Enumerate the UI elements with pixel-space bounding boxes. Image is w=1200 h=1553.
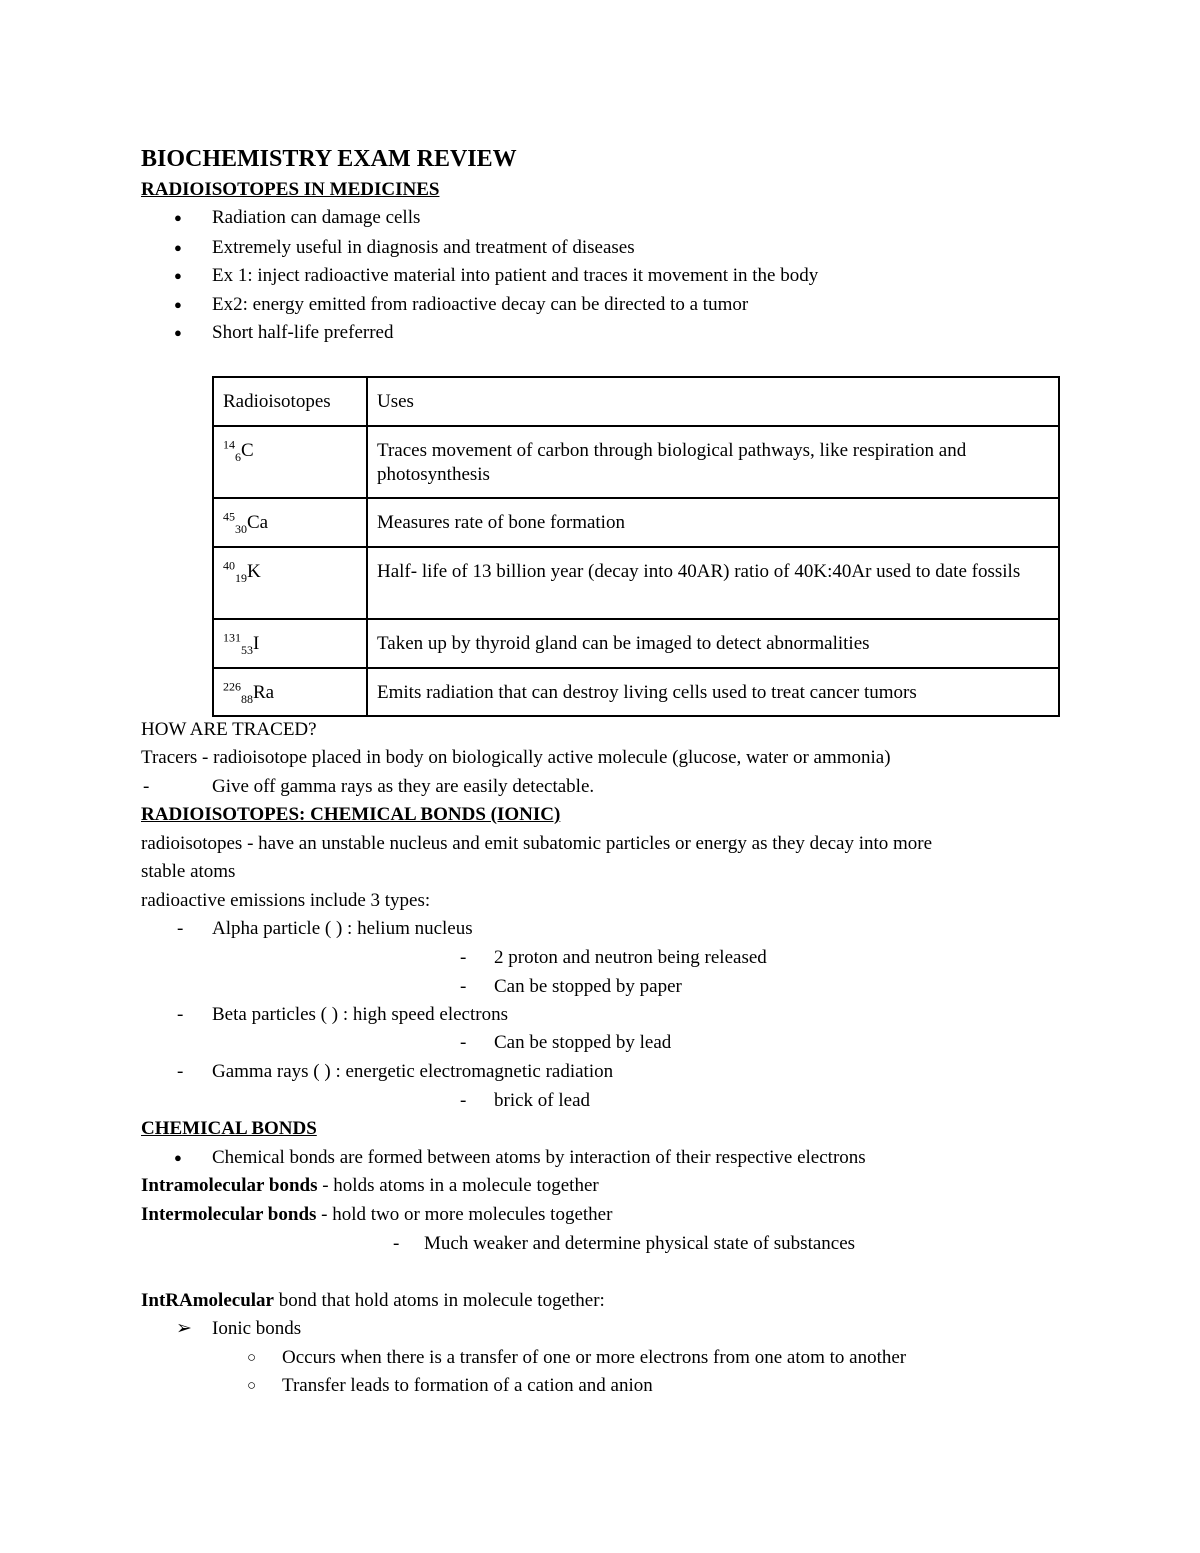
dash-marker: - [393, 1233, 400, 1254]
dash-marker: - [460, 947, 467, 968]
list-item: Radiation can damage cells [212, 207, 421, 228]
element-symbol: Ra [253, 682, 275, 703]
definition-intramolecular-2 [141, 1289, 605, 1313]
list-item: Ex 1: inject radioactive material into patient and traces it movement in the body [212, 265, 819, 286]
atomic-number: 30 [235, 521, 247, 536]
use-cell: Half- life of 13 billion year (decay into 40AR) ratio of 40K:40Ar used to date fossils [367, 547, 1059, 619]
mass-number: 14 [223, 437, 235, 452]
list-item-beta: Beta particles ( ) : high speed electrons [212, 1004, 508, 1025]
dash-marker: - [177, 1004, 184, 1025]
atomic-number: 6 [235, 449, 241, 464]
atomic-number: 19 [235, 570, 247, 585]
mass-number: 226 [223, 679, 241, 694]
dash-marker: - [460, 1090, 467, 1111]
list-item: Occurs when there is a transfer of one or more electrons from one atom to another [282, 1347, 907, 1368]
dash-marker: - [460, 976, 467, 997]
section-heading-chemical-bonds-ionic: RADIOISOTOPES: CHEMICAL BONDS (IONIC) [141, 804, 561, 825]
circle-bullet-icon: ○ [247, 1378, 257, 1394]
use-cell: Measures rate of bone formation [367, 498, 1059, 547]
table-row [213, 668, 1059, 716]
term: Intramolecular bonds [141, 1175, 318, 1196]
radioisotopes-table [212, 376, 1060, 717]
table-header-row [213, 377, 1059, 426]
bullet-icon: ● [174, 268, 182, 283]
list-item: Can be stopped by lead [494, 1032, 672, 1053]
circle-bullet-icon: ○ [247, 1350, 257, 1366]
list-item: Ionic bonds [212, 1318, 302, 1339]
list-item: Extremely useful in diagnosis and treatment of diseases [212, 237, 635, 258]
list-item-alpha: Alpha particle ( ) : helium nucleus [212, 918, 473, 939]
atomic-number: 53 [241, 642, 253, 657]
list-item: Short half-life preferred [212, 322, 394, 343]
list-item: Chemical bonds are formed between atoms by interaction of their respective electrons [212, 1147, 866, 1168]
definition: - hold two or more molecules together [316, 1204, 613, 1225]
element-symbol: K [247, 561, 261, 582]
use-cell: Traces movement of carbon through biological pathways, like respiration and photosynthesis [367, 426, 1059, 498]
isotope-cell [213, 426, 367, 498]
atomic-number: 88 [241, 691, 253, 706]
isotope-cell [213, 619, 367, 668]
use-cell: Taken up by thyroid gland can be imaged to detect abnormalities [367, 619, 1059, 668]
dash-marker: - [143, 776, 150, 797]
element-symbol: C [241, 440, 254, 461]
term: Intermolecular bonds [141, 1204, 317, 1225]
table-row [213, 619, 1059, 668]
tracers-line: Tracers - radioisotope placed in body on biologically active molecule (glucose, water or ammonia) [141, 747, 891, 768]
isotope-cell [213, 547, 367, 619]
table-row [213, 547, 1059, 619]
dash-marker: - [177, 1061, 184, 1082]
list-item: brick of lead [494, 1090, 591, 1111]
list-item: Much weaker and determine physical state of substances [424, 1233, 856, 1254]
paragraph-line: stable atoms [141, 861, 236, 882]
section-heading-chemical-bonds: CHEMICAL BONDS [141, 1118, 317, 1139]
bullet-icon: ● [174, 210, 182, 225]
definition: - holds atoms in a molecule together [317, 1175, 599, 1196]
table-row [213, 498, 1059, 547]
list-item: 2 proton and neutron being released [494, 947, 767, 968]
list-item: Give off gamma rays as they are easily detectable. [212, 776, 595, 797]
table-header-cell: Radioisotopes [213, 377, 367, 426]
mass-number: 131 [223, 630, 241, 645]
bullet-icon: ● [174, 297, 182, 312]
bullet-icon: ● [174, 325, 182, 340]
traced-question: HOW ARE TRACED? [141, 719, 317, 740]
list-item: Transfer leads to formation of a cation and anion [282, 1375, 653, 1396]
list-item: Can be stopped by paper [494, 976, 682, 997]
mass-number: 40 [223, 558, 235, 573]
page-title: BIOCHEMISTRY EXAM REVIEW [141, 146, 517, 172]
isotope-cell [213, 498, 367, 547]
bullet-icon: ● [174, 1150, 182, 1165]
mass-number: 45 [223, 509, 235, 524]
arrow-bullet-icon: ➢ [176, 1318, 192, 1339]
bullet-icon: ● [174, 240, 182, 255]
dash-marker: - [177, 918, 184, 939]
definition-intramolecular [141, 1174, 599, 1198]
definition: bond that hold atoms in molecule together: [273, 1290, 605, 1311]
list-item-gamma: Gamma rays ( ) : energetic electromagnetic radiation [212, 1061, 614, 1082]
element-symbol: I [253, 633, 260, 654]
isotope-cell [213, 668, 367, 716]
paragraph-line: radioactive emissions include 3 types: [141, 890, 431, 911]
paragraph-line: radioisotopes - have an unstable nucleus and emit subatomic particles or energy as they decay into more [141, 833, 933, 854]
use-cell: Emits radiation that can destroy living cells used to treat cancer tumors [367, 668, 1059, 716]
term: IntRAmolecular [141, 1290, 274, 1311]
element-symbol: Ca [247, 512, 269, 533]
section-heading-radioisotopes-medicines: RADIOISOTOPES IN MEDICINES [141, 179, 440, 200]
definition-intermolecular [141, 1203, 612, 1227]
table-header-cell: Uses [367, 377, 1059, 426]
dash-marker: - [460, 1032, 467, 1053]
list-item: Ex2: energy emitted from radioactive decay can be directed to a tumor [212, 294, 749, 315]
table-row [213, 426, 1059, 498]
